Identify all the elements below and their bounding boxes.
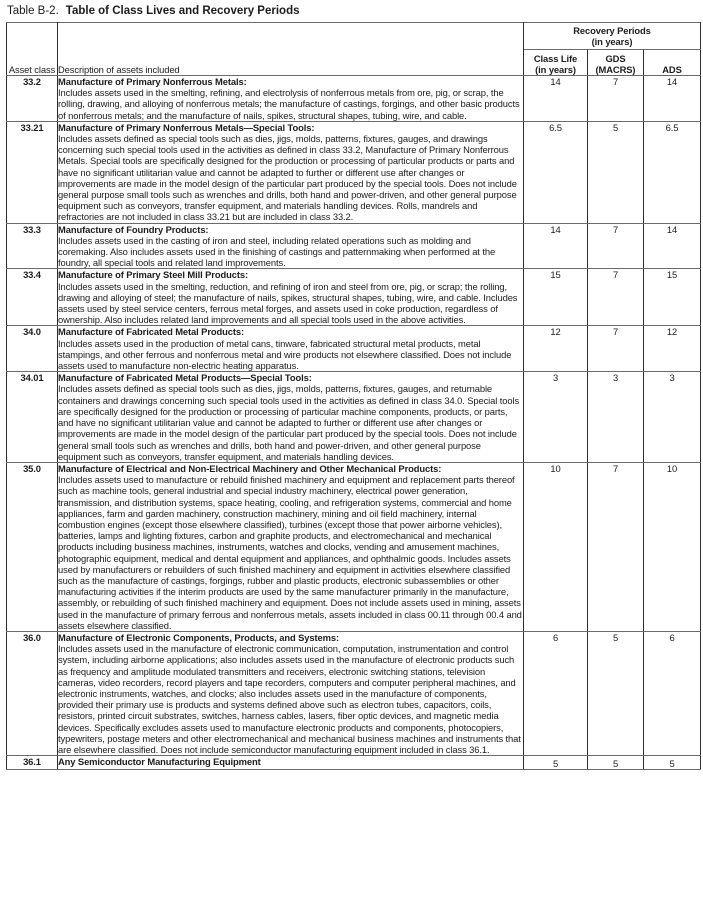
table-row <box>7 631 701 755</box>
asset-description: Includes assets used in the manufacture of electronic communication, computation, instrumentation and control system, including airborne applications; also includes assets used in the manufacture of electronic products such as frequency and amplitude modulated transmitters and receivers, electronic switching stations, television cameras, video recorders, record players and tape recorders, computers and computer peripheral machines, and electronic instruments, watches, and clocks; also includes assets used in the manufacture of components, provided their primary use is products and systems defined above such as electron tubes, capacitors, coils, resistors, printed circuit substrates, switches, harness cables, lasers, fiber optic devices, and magnetic media devices. Specifically excludes assets used to manufacture electronic products and components, photocopiers, typewriters, postage meters and other electromechanical and mechanical business machines and instruments that are elsewhere classified. Does not include semiconductor manufacturing equipment included in class 36.1. <box>58 643 521 755</box>
header-row-1 <box>7 23 701 50</box>
description-cell <box>58 631 524 755</box>
class-life-cell: 6.5 <box>524 121 588 223</box>
table-row <box>7 223 701 269</box>
gds-cell: 5 <box>588 756 644 770</box>
gds-cell: 7 <box>588 326 644 372</box>
asset-title: Any Semiconductor Manufacturing Equipment <box>58 756 261 768</box>
asset-description: Includes assets used in the production of metal cans, tinware, fabricated structural metal products, metal stampings, and other ferrous and nonferrous metal and wire products not elsewhere classified. Does not include assets used to manufacture non-electric heating apparatus. <box>58 337 512 372</box>
asset-class-cell: 34.0 <box>7 326 58 372</box>
class-life-cell: 10 <box>524 462 588 631</box>
header-recovery-periods <box>524 23 701 50</box>
gds-sub-label: (MACRS) <box>595 63 636 75</box>
asset-title: Manufacture of Electronic Components, Products, and Systems: <box>58 631 340 643</box>
ads-cell: 12 <box>644 326 701 372</box>
description-cell <box>58 372 524 463</box>
header-description: Description of assets included <box>58 23 524 76</box>
asset-class-cell: 33.2 <box>7 76 58 122</box>
ads-cell: 6.5 <box>644 121 701 223</box>
ads-cell: 5 <box>644 756 701 770</box>
asset-class-cell: 35.0 <box>7 462 58 631</box>
description-cell <box>58 121 524 223</box>
asset-class-cell: 34.01 <box>7 372 58 463</box>
asset-title: Manufacture of Primary Nonferrous Metals: <box>58 76 247 87</box>
description-cell <box>58 223 524 269</box>
table-row <box>7 372 701 463</box>
header-class-life <box>524 50 588 76</box>
class-life-cell: 12 <box>524 326 588 372</box>
table-header <box>7 23 701 76</box>
class-life-cell: 3 <box>524 372 588 463</box>
class-life-cell: 14 <box>524 76 588 122</box>
gds-cell: 7 <box>588 269 644 326</box>
asset-class-cell: 33.21 <box>7 121 58 223</box>
class-life-unit: (in years) <box>535 63 576 75</box>
gds-cell: 7 <box>588 76 644 122</box>
asset-class-cell: 36.0 <box>7 631 58 755</box>
asset-description: Includes assets used in the casting of iron and steel, including related operations such as molding and coremaking. Also includes assets used in the finishing of castings and patternmaking when performed at the foundry, all special tools and related land improvements. <box>58 234 496 269</box>
class-life-cell: 15 <box>524 269 588 326</box>
description-cell <box>58 76 524 122</box>
asset-description: Includes assets used to manufacture or rebuild finished machinery and equipment and replacement parts thereof such as machine tools, general industrial and special industry machinery, electrical power generation, transmission, and distribution systems, space heating, cooling, and refrigeration systems, commercial and home appliances, farm and garden machinery, construction machinery, mining and oil field machinery, internal combustion engines (except those elsewhere classified), turbines (except those that power airborne vehicles), batteries, lamps and lighting fixtures, carbon and graphite products, and electromechanical and mechanical products including business machines, instruments, watches and clocks, vending and amusement machines, photographic equipment, medical and dental equipment and appliances, and ophthalmic goods. Includes assets used by manufacturers or rebuilders of such finished machinery and equipment in activities elsewhere classified such as the manufacture of castings, forgings, rubber and plastic products, electronic subassemblies or other manufacturing activities if the interim products are used by the same manufacturer primarily in the manufacture, assembly, or rebuilding of such finished machinery and equipment. Does not include assets used in mining, assets used in the manufacture of primary ferrous and nonferrous metals, assets included in class 00.11 through 00.4 and assets elsewhere classified. <box>58 474 522 631</box>
asset-title: Manufacture of Foundry Products: <box>58 223 209 235</box>
description-cell <box>58 462 524 631</box>
description-cell <box>58 756 524 770</box>
class-life-cell: 6 <box>524 631 588 755</box>
gds-cell: 3 <box>588 372 644 463</box>
recovery-periods-unit: (in years) <box>591 36 633 47</box>
table-row <box>7 756 701 770</box>
gds-cell: 5 <box>588 121 644 223</box>
header-asset-class: Asset class <box>7 23 58 76</box>
table-caption <box>7 5 703 17</box>
asset-title: Manufacture of Electrical and Non-Electrical Machinery and Other Mechanical Products: <box>58 462 442 474</box>
gds-cell: 7 <box>588 223 644 269</box>
table-row <box>7 76 701 122</box>
gds-cell: 7 <box>588 462 644 631</box>
asset-description: Includes assets defined as special tools such as dies, jigs, molds, patterns, fixtures, gauges, and drawings concerning such special tools used in the activities as defined in class 33.2, Manufacture of Primary Nonferrous Metals. Special tools are specifically designed for the production or processing of particular products or parts and have no significant utilitarian value and cannot be adapted to further or different use after changes or improvements are made in the model design of the particular part produced by the special tools. Does not include general purpose small tools such as wrenches and drills, both hand and power-driven, and other general purpose equipment such as conveyors, transfer equipment, and materials handling devices. Rolls, mandrels and refractories are not included in class 33.21 but are included in class 33.2. <box>58 133 517 223</box>
class-life-cell: 5 <box>524 756 588 770</box>
ads-label: ADS <box>662 63 682 75</box>
page-title: Table of Class Lives and Recovery Periods <box>65 5 300 17</box>
table-body <box>7 76 701 770</box>
description-cell <box>58 269 524 326</box>
asset-class-cell: 33.3 <box>7 223 58 269</box>
table-row <box>7 269 701 326</box>
asset-class-cell: 33.4 <box>7 269 58 326</box>
asset-title: Manufacture of Fabricated Metal Products—Special Tools: <box>58 372 312 384</box>
asset-description: Includes assets used in the smelting, refining, and electrolysis of nonferrous metals from ore, pig, or scrap, the rolling, drawing, and alloying of nonferrous metals; the manufacture of castings, forgings, and other basic products of nonferrous metals; and the manufacture of nails, spikes, structural shapes, tubing, wire, and cable. <box>58 87 520 121</box>
header-gds <box>588 50 644 76</box>
recovery-periods-label: Recovery Periods <box>573 24 651 36</box>
asset-description: Includes assets defined as special tools such as dies, jigs, molds, patterns, fixtures, gauges, and returnable containers and drawings concerning such special tools used in the activities as defined in class 34.0. Special tools are specifically designed for the production or processing of particular machine components, products, or parts, and have no significant utilitarian value and cannot be adapted to further or different use after changes or improvements are made in the model design of the particular part produced by the special tools. Does not include general small tools such as wrenches and drills, both hand and power-driven, and other general purpose equipment such as conveyors, transfer equipment, and materials handling devices. <box>58 383 520 462</box>
asset-title: Manufacture of Primary Steel Mill Products: <box>58 269 249 281</box>
asset-title: Manufacture of Fabricated Metal Products: <box>58 326 245 338</box>
gds-label: GDS <box>605 52 626 64</box>
ads-cell: 3 <box>644 372 701 463</box>
class-lives-table <box>6 22 701 770</box>
table-number: Table B-2. <box>7 5 59 17</box>
ads-cell: 14 <box>644 223 701 269</box>
asset-class-cell: 36.1 <box>7 756 58 770</box>
class-life-cell: 14 <box>524 223 588 269</box>
gds-cell: 5 <box>588 631 644 755</box>
ads-cell: 6 <box>644 631 701 755</box>
ads-cell: 15 <box>644 269 701 326</box>
asset-description: Includes assets used in the smelting, reduction, and refining of iron and steel from ore, pig, or scrap; the rolling, drawing and alloying of steel; the manufacture of nails, spikes, structural shapes, tubing, wire, and cable. Includes assets used by steel service centers, ferrous metal forges, and assets used in coke production, regardless of ownership. Also includes related land improvements and all special tools used in the above activities. <box>58 280 518 326</box>
header-ads <box>644 50 701 76</box>
table-row <box>7 326 701 372</box>
description-cell <box>58 326 524 372</box>
ads-cell: 14 <box>644 76 701 122</box>
asset-title: Manufacture of Primary Nonferrous Metals—Special Tools: <box>58 121 315 133</box>
table-row <box>7 462 701 631</box>
class-life-label: Class Life <box>533 52 578 64</box>
ads-cell: 10 <box>644 462 701 631</box>
table-row <box>7 121 701 223</box>
